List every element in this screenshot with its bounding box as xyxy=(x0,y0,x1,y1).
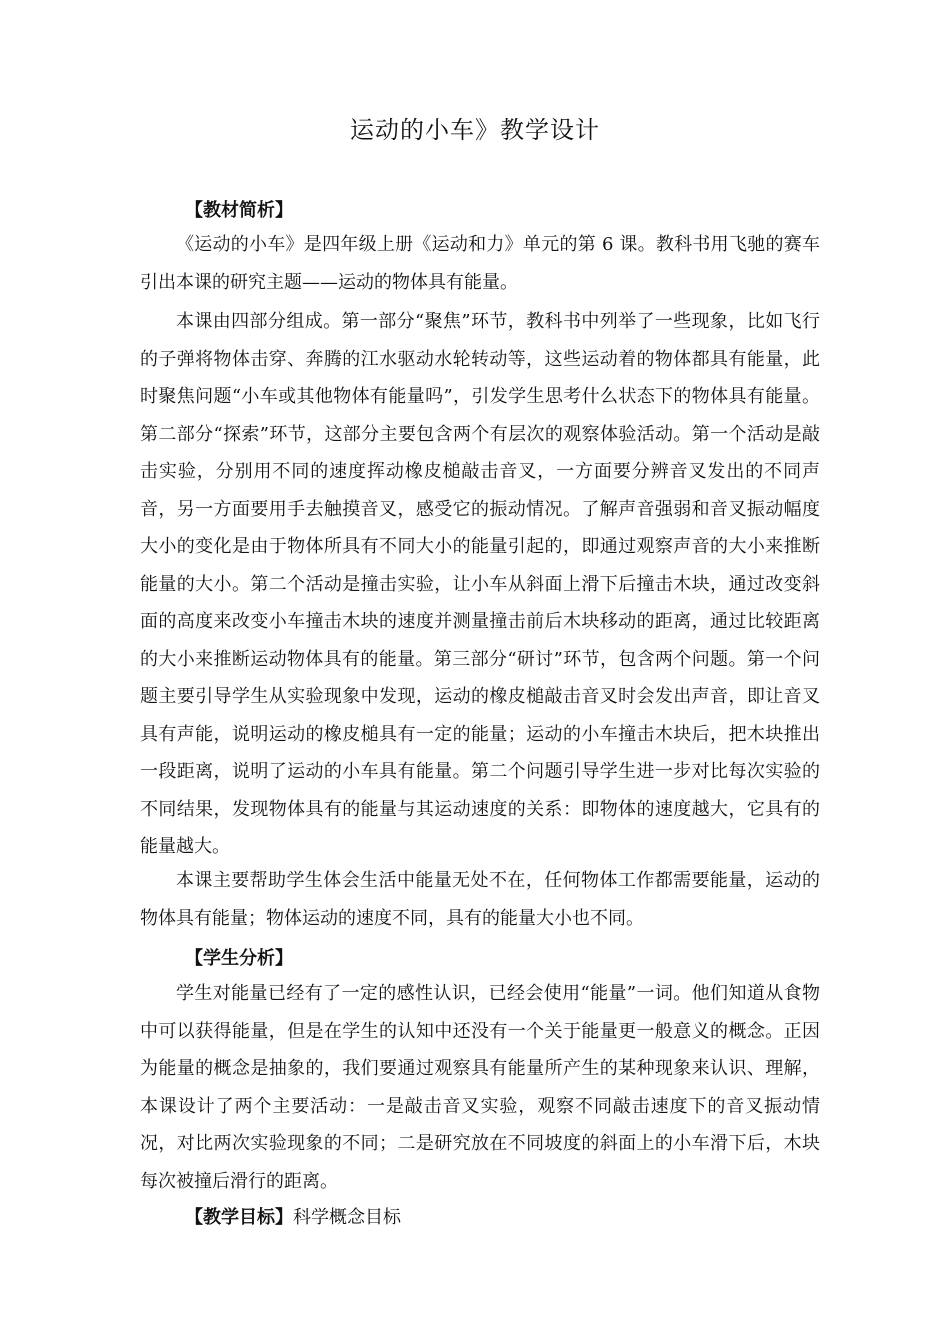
paragraph-student-analysis: 学生对能量已经有了一定的感性认识，已经会使用“能量”一词。他们知道从食物中可以获得能量，但是在学生的认知中还没有一个关于能量更一般意义的概念。正因为能量的概念是抽象的，我们要通过观察具有能量所产生的某种现象来认识、理解，本课设计了两个主要活动：一是敲击音叉实验，观察不同敲击速度下的音叉振动情况，对比两次实验现象的不同；二是研究放在不同坡度的斜面上的小车滑下后，木块每次被撞后滑行的距离。 xyxy=(140,983,820,1192)
paragraph-textbook-intro: 《运动的小车》是四年级上册《运动和力》单元的第 6 课。教科书用飞驰的赛车引出本课的研究主题——运动的物体具有能量。 xyxy=(140,234,820,293)
section-heading-teaching-goals xyxy=(185,1203,401,1229)
teaching-goals-heading-label: 【教学目标】 xyxy=(185,1207,293,1228)
paragraph-lesson-structure: 本课由四部分组成。第一部分“聚焦”环节，教科书中列举了一些现象，比如飞行的子弹将物体击穿、奔腾的江水驱动水轮转动等，这些运动着的物体都具有能量，此时聚焦问题“小车或其他物体有能量吗”，引发学生思考什么状态下的物体具有能量。第二部分“探索”环节，这部分主要包含两个有层次的观察体验活动。第一个活动是敲击实验，分别用不同的速度挥动橡皮槌敲击音叉，一方面要分辨音叉发出的不同声音，另一方面要用手去触摸音叉，感受它的振动情况。了解声音强弱和音叉振动幅度大小的变化是由于物体所具有不同大小的能量引起的，即通过观察声音的大小来推断能量的大小。第二个活动是撞击实验，让小车从斜面上滑下后撞击木块，通过改变斜面的高度来改变小车撞击木块的速度并测量撞击前后木块移动的距离，通过比较距离的大小来推断运动物体具有的能量。第三部分“研讨”环节，包含两个问题。第一个问题主要引导学生从实验现象中发现，运动的橡皮槌敲击音叉时会发出声音，即让音叉具有声能，说明运动的橡皮槌具有一定的能量；运动的小车撞击木块后，把木块推出一段距离，说明了运动的小车具有能量。第二个问题引导学生进一步对比每次实验的不同结果，发现物体具有的能量与其运动速度的关系：即物体的速度越大，它具有的能量越大。 xyxy=(140,311,820,857)
section-heading-textbook-analysis: 【教材简析】 xyxy=(185,200,293,221)
page-title: 运动的小车》教学设计 xyxy=(350,116,600,144)
teaching-goals-subheading: 科学概念目标 xyxy=(293,1207,401,1228)
section-heading-student-analysis: 【学生分析】 xyxy=(185,948,293,969)
paragraph-lesson-summary: 本课主要帮助学生体会生活中能量无处不在，任何物体工作都需要能量，运动的物体具有能量；物体运动的速度不同，具有的能量大小也不同。 xyxy=(140,870,820,929)
